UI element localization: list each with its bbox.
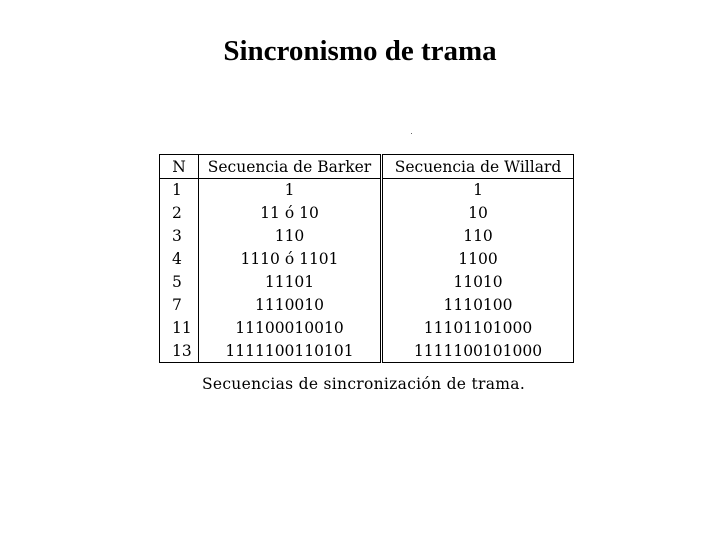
table-body (160, 179, 574, 363)
table-row (160, 339, 574, 362)
cell-barker: 1 (199, 179, 382, 202)
table-row (160, 225, 574, 248)
header-row (160, 155, 574, 179)
cell-willard: 10 (382, 202, 574, 225)
sequence-table-container (159, 154, 568, 363)
cell-willard: 1 (382, 179, 574, 202)
slide-title: Sincronismo de trama (223, 35, 497, 68)
header-n: N (160, 155, 199, 179)
table-row (160, 202, 574, 225)
table-row (160, 293, 574, 316)
cell-willard: 11010 (382, 271, 574, 294)
table-row (160, 316, 574, 339)
cell-n: 1 (160, 179, 199, 202)
cell-n: 11 (160, 316, 199, 339)
cell-n: 3 (160, 225, 199, 248)
cell-willard: 110 (382, 225, 574, 248)
cell-n: 4 (160, 248, 199, 271)
cell-n: 5 (160, 271, 199, 294)
table-row (160, 179, 574, 202)
cell-barker: 1110010 (199, 293, 382, 316)
cell-willard: 11101101000 (382, 316, 574, 339)
header-barker: Secuencia de Barker (199, 155, 382, 179)
cell-willard: 1111100101000 (382, 339, 574, 362)
cell-n: 13 (160, 339, 199, 362)
cell-barker: 11 ó 10 (199, 202, 382, 225)
cell-barker: 110 (199, 225, 382, 248)
table-row (160, 271, 574, 294)
speck-mark (411, 133, 412, 134)
cell-barker: 1111100110101 (199, 339, 382, 362)
header-willard: Secuencia de Willard (382, 155, 574, 179)
cell-n: 7 (160, 293, 199, 316)
table-header (160, 155, 574, 179)
cell-barker: 11101 (199, 271, 382, 294)
cell-barker: 11100010010 (199, 316, 382, 339)
table-caption: Secuencias de sincronización de trama. (201, 375, 526, 393)
table-row (160, 248, 574, 271)
cell-willard: 1100 (382, 248, 574, 271)
cell-willard: 1110100 (382, 293, 574, 316)
cell-n: 2 (160, 202, 199, 225)
sequence-table (159, 154, 574, 363)
cell-barker: 1110 ó 1101 (199, 248, 382, 271)
